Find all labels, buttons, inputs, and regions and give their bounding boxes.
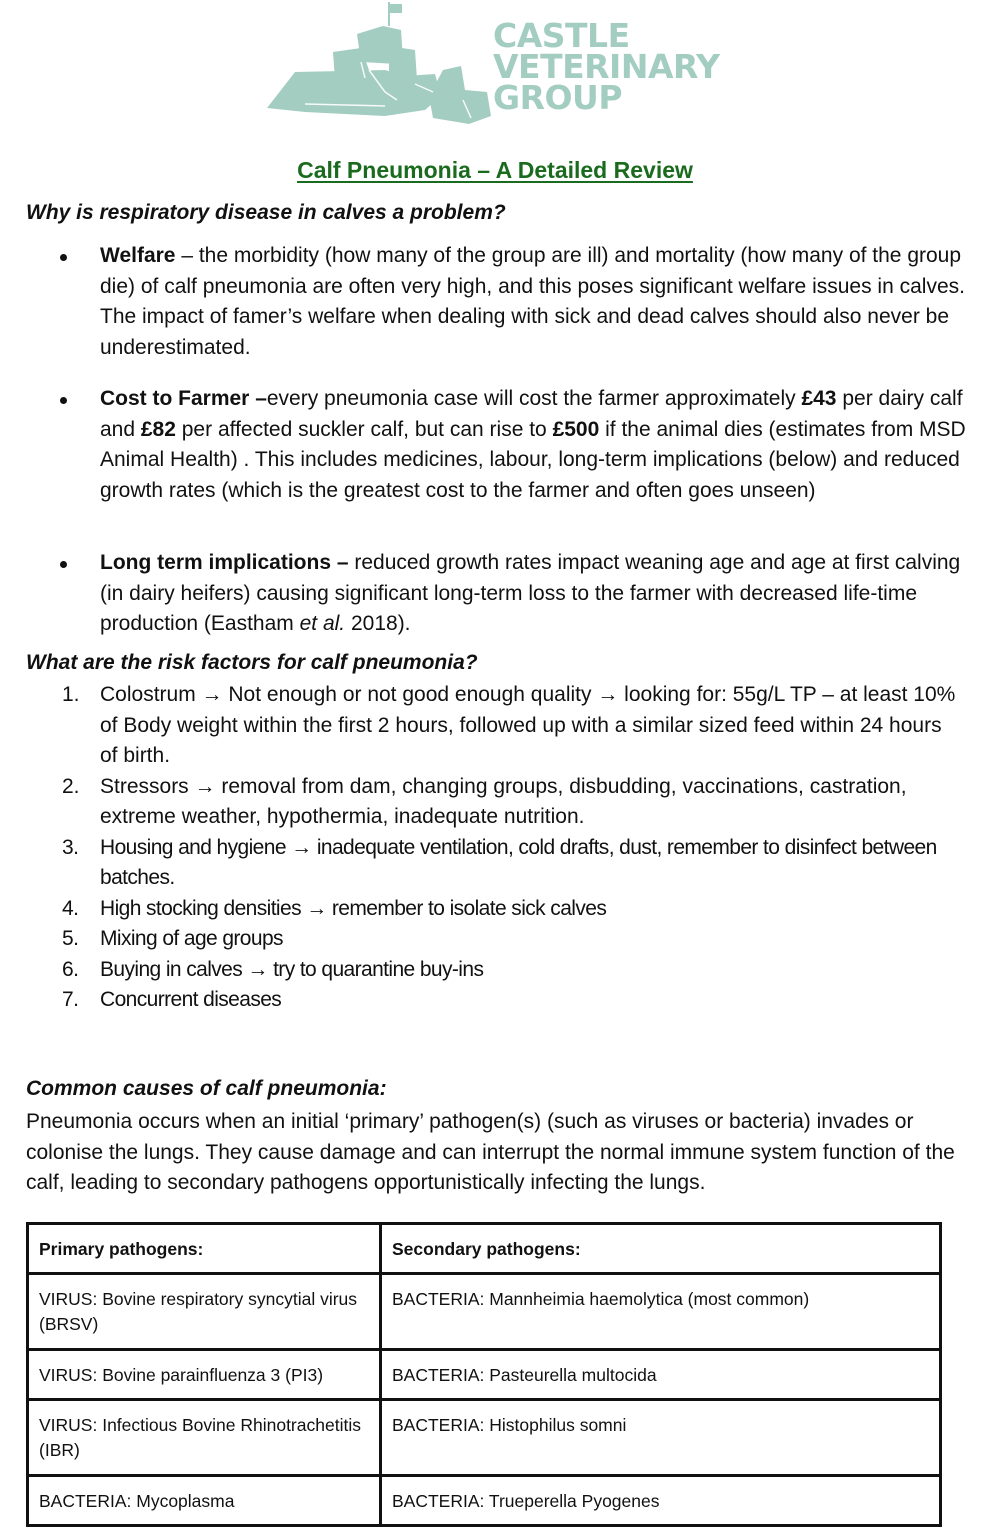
- item-number: 6.: [62, 957, 79, 981]
- table-row: [28, 1476, 941, 1526]
- item-number: 7.: [62, 988, 79, 1011]
- section-heading-risk-factors: What are the risk factors for calf pneumonia?: [26, 651, 478, 674]
- item-title: Buying in calves: [100, 957, 243, 981]
- pathogens-table: [26, 1222, 942, 1527]
- arrow-icon: →: [291, 835, 312, 859]
- section-heading-common-causes: Common causes of calf pneumonia:: [26, 1077, 387, 1100]
- table-cell-secondary: BACTERIA: Mannheimia haemolytica (most common): [381, 1274, 941, 1350]
- bullet-label: Welfare: [100, 244, 176, 267]
- logo-line-3: GROUP: [493, 78, 623, 117]
- item-title: Concurrent diseases: [100, 988, 282, 1011]
- table-row: [28, 1274, 941, 1350]
- item-text: removal from dam, changing groups, disbudding, vaccinations, castration, extreme weather, hypothermia, inadequate nutrition.: [100, 774, 907, 828]
- bullet-welfare: [60, 241, 965, 363]
- item-text: remember to isolate sick calves: [331, 896, 607, 920]
- header-secondary-pathogens: Secondary pathogens:: [381, 1224, 941, 1274]
- item-number: 3.: [62, 835, 79, 859]
- table-cell-secondary: BACTERIA: Pasteurella multocida: [381, 1350, 941, 1400]
- risk-factor-item: [60, 833, 960, 894]
- castle-veterinary-group-logo: [265, 0, 730, 125]
- table-cell-primary: VIRUS: Bovine parainfluenza 3 (PI3): [28, 1350, 381, 1400]
- table-cell-secondary: BACTERIA: Histophilus somni: [381, 1400, 941, 1476]
- item-title: High stocking densities: [100, 896, 301, 920]
- table-cell-primary: VIRUS: Infectious Bovine Rhinotrachetitis (IBR): [28, 1400, 381, 1476]
- arrow-icon: →: [247, 957, 268, 981]
- arrow-icon: →: [194, 774, 216, 798]
- item-title: Mixing of age groups: [100, 927, 283, 950]
- logo-line-1: CASTLE: [493, 16, 630, 55]
- citation-et-al: et al.: [299, 612, 346, 635]
- item-title: Stressors: [100, 774, 189, 798]
- risk-factor-item: [60, 955, 960, 986]
- bullet-label: Long term implications –: [100, 551, 349, 574]
- bullet-text: per dairy calf and: [100, 387, 963, 441]
- header-primary-pathogens: Primary pathogens:: [28, 1224, 381, 1274]
- bullet-cost-to-farmer: [60, 384, 966, 536]
- risk-factor-item: [60, 680, 960, 772]
- cost-dairy-calf: £43: [801, 387, 837, 410]
- table-cell-secondary: BACTERIA: Trueperella Pyogenes: [381, 1476, 941, 1526]
- item-number: 2.: [62, 774, 80, 798]
- table-header-row: [28, 1224, 941, 1274]
- table-row: [28, 1350, 941, 1400]
- bullet-icon: [60, 254, 67, 261]
- item-number: 4.: [62, 896, 79, 920]
- cost-suckler-calf: £82: [140, 417, 176, 441]
- table-cell-primary: BACTERIA: Mycoplasma: [28, 1476, 381, 1526]
- section-heading-problem: Why is respiratory disease in calves a problem?: [26, 201, 506, 224]
- table-cell-primary: VIRUS: Bovine respiratory syncytial virus (BRSV): [28, 1274, 381, 1350]
- bullet-long-term-implications: [60, 548, 960, 640]
- logo-wordmark: [493, 16, 720, 117]
- castle-icon: [265, 0, 495, 125]
- cost-if-dies: £500: [552, 417, 600, 441]
- table-row: [28, 1400, 941, 1476]
- bullet-text: per affected suckler calf, but can rise to: [175, 417, 553, 441]
- risk-factor-item: [60, 924, 960, 955]
- item-number: 5.: [62, 927, 79, 950]
- arrow-icon: →: [201, 683, 223, 706]
- document-title: Calf Pneumonia – A Detailed Review: [297, 157, 693, 183]
- item-title: Housing and hygiene: [100, 835, 286, 859]
- item-title: Colostrum: [100, 683, 196, 706]
- bullet-icon: [60, 397, 67, 404]
- item-text: Not enough or not good enough quality → looking for: 55g/L TP – at least 10% of Body weight within the first 2 hours, followed up with a similar sized feed within 24 hours of birth.: [100, 683, 956, 767]
- bullet-text: every pneumonia case will cost the farmer approximately: [266, 387, 802, 410]
- risk-factor-item: [60, 985, 960, 1016]
- logo-line-2: VETERINARY: [493, 47, 720, 86]
- bullet-label: Cost to Farmer –: [100, 387, 267, 410]
- risk-factor-list: [60, 680, 960, 1016]
- item-number: 1.: [62, 683, 80, 706]
- bullet-text: – the morbidity (how many of the group are ill) and mortality (how many of the group die) of calf pneumonia are often very high, and this poses significant welfare issues in calves. The impact of famer’s welfare when dealing with sick and dead calves should also never be underestimated.: [100, 244, 965, 359]
- bullet-text: reduced growth rates impact weaning age and age at first calving (in dairy heifers) causing significant long-term loss to the farmer with decreased life-time production (Eastham: [100, 551, 961, 635]
- arrow-icon: →: [306, 896, 327, 920]
- bullet-icon: [60, 561, 67, 568]
- risk-factor-item: [60, 894, 960, 925]
- bullet-text: 2018).: [345, 612, 411, 635]
- bullet-text: if the animal dies (estimates from MSD Animal Health) . This includes medicines, labour, long-term implications (below) and reduced growth rates (which is the greatest cost to the farmer and often goes unseen): [100, 417, 966, 502]
- item-text: inadequate ventilation, cold drafts, dust, remember to disinfect between batches.: [100, 835, 937, 889]
- causes-paragraph: Pneumonia occurs when an initial ‘primary’ pathogen(s) (such as viruses or bacteria) invades or colonise the lungs. They cause damage and can interrupt the normal immune system function of the calf, leading to secondary pathogens opportunistically infecting the lungs.: [26, 1110, 955, 1194]
- risk-factor-item: [60, 772, 960, 833]
- item-text: try to quarantine buy-ins: [273, 957, 484, 981]
